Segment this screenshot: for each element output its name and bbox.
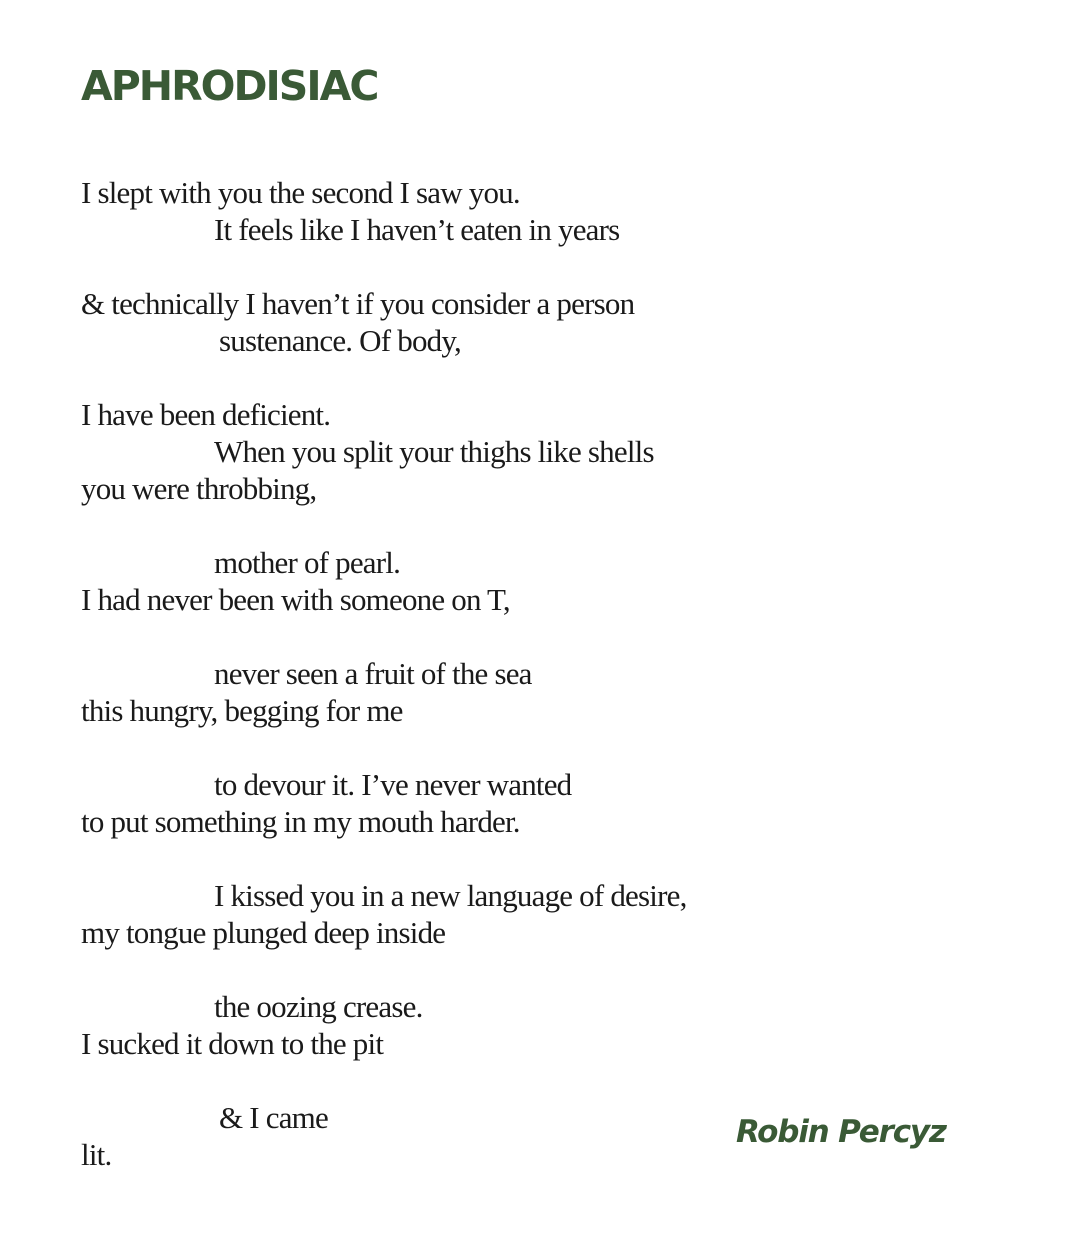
- poem-line: I had never been with someone on T,: [81, 582, 510, 617]
- stanza-break: [81, 729, 781, 766]
- stanza-break: [81, 951, 781, 988]
- poem-line: mother of pearl.: [214, 545, 401, 580]
- poem-line: my tongue plunged deep inside: [81, 915, 446, 950]
- poem-line: lit.: [81, 1137, 112, 1172]
- poem-body: [81, 174, 781, 1173]
- poem-line: to put something in my mouth harder.: [81, 804, 520, 839]
- poem-line: I slept with you the second I saw you.: [81, 175, 520, 210]
- poem-line: never seen a fruit of the sea: [214, 656, 532, 691]
- stanza-break: [81, 840, 781, 877]
- poem-line: I have been deficient.: [81, 397, 331, 432]
- stanza-break: [81, 248, 781, 285]
- stanza-break: [81, 1062, 781, 1099]
- author-name: Robin Percyz: [736, 1114, 946, 1150]
- stanza-break: [81, 359, 781, 396]
- poem-line: I kissed you in a new language of desire,: [214, 878, 687, 913]
- poem-line: to devour it. I’ve never wanted: [214, 767, 572, 802]
- poem-line: you were throbbing,: [81, 471, 317, 506]
- stanza-break: [81, 618, 781, 655]
- poem-line: I sucked it down to the pit: [81, 1026, 384, 1061]
- poem-line: & I came: [219, 1100, 328, 1135]
- poem-line: When you split your thighs like shells: [214, 434, 654, 469]
- poem-line: the oozing crease.: [214, 989, 423, 1024]
- poem-line: It feels like I haven’t eaten in years: [214, 212, 620, 247]
- poem-line: this hungry, begging for me: [81, 693, 403, 728]
- poem-line: & technically I haven’t if you consider a person: [81, 286, 635, 321]
- stanza-break: [81, 507, 781, 544]
- poem-line: sustenance. Of body,: [219, 323, 461, 358]
- poem-title: APHRODISIAC: [81, 62, 378, 110]
